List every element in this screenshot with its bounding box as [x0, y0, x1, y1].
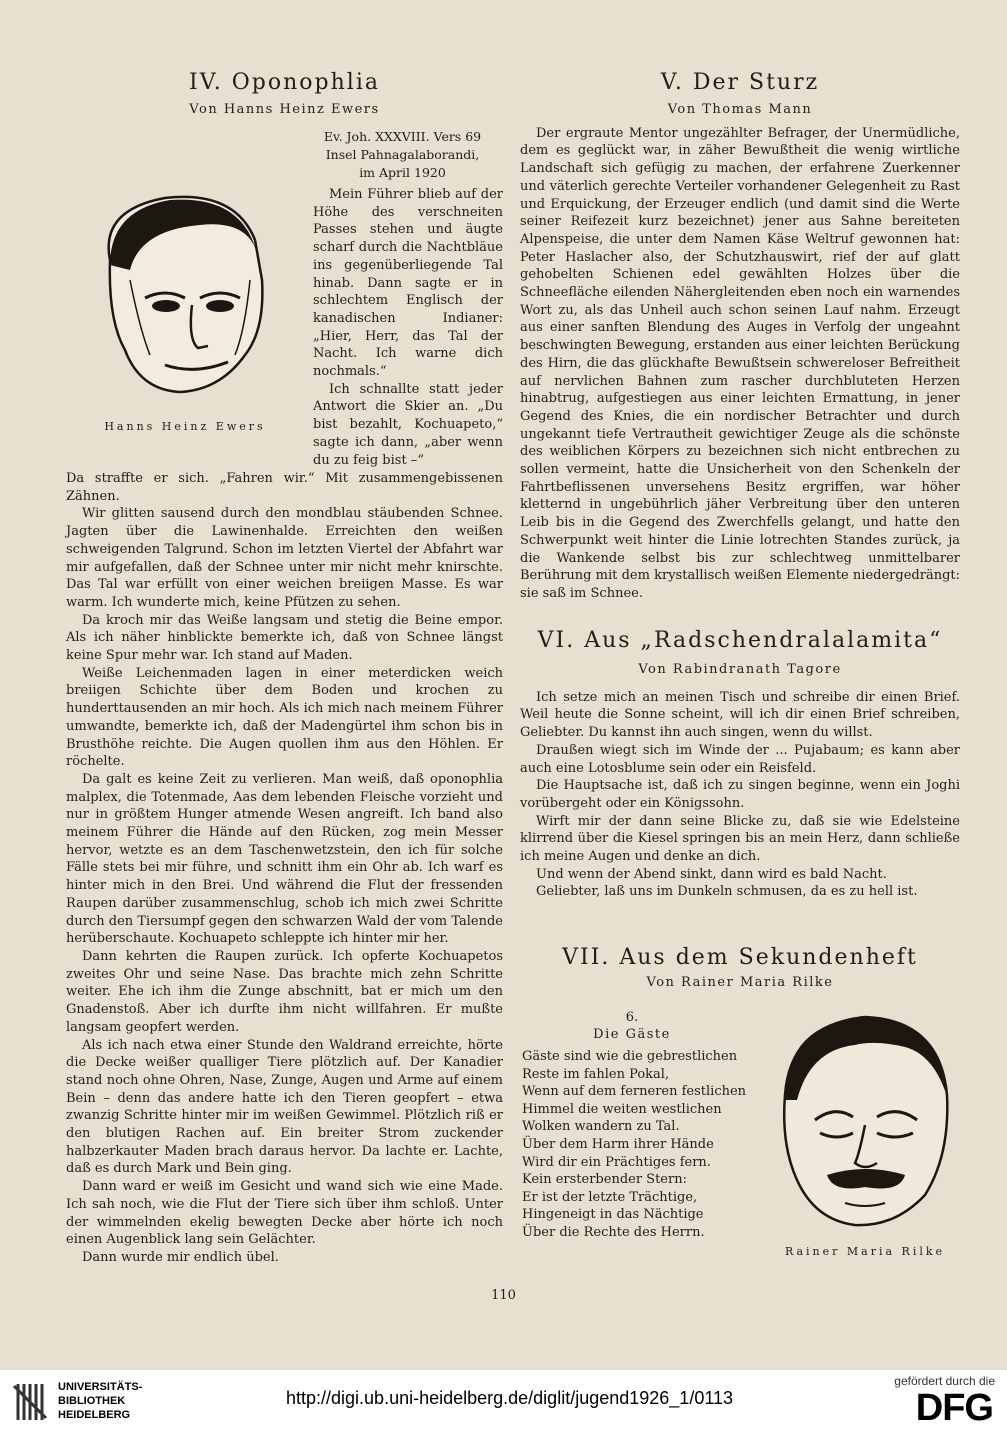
poem-line: Kein ersterbender Stern: — [522, 1172, 687, 1188]
section-vi-title: VI. Aus „Radschendralalamita“ — [537, 628, 943, 653]
section-iv-narrow-text — [313, 186, 503, 469]
section-vii-title: VII. Aus dem Sekundenheft — [562, 945, 918, 970]
epigraph-line: Insel Pahnagalaborandi, — [325, 147, 480, 162]
page-number: 110 — [491, 1288, 516, 1303]
paragraph: Draußen wiegt sich im Winde der ... Pujabaum; es kann aber auch eine Lotosblume sein oder ein Reisfeld. — [520, 742, 960, 776]
paragraph: Dann wurde mir endlich übel. — [82, 1249, 279, 1265]
paragraph: Die Hauptsache ist, daß ich zu singen beginne, wenn ein Joghi vorübergeht oder ein Königssohn. — [520, 778, 960, 811]
poem-line: Er ist der letzte Trächtige, — [522, 1189, 698, 1205]
source-url-link[interactable]: http://digi.ub.uni-heidelberg.de/diglit/jugend1926_1/0113 — [286, 1388, 734, 1408]
section-iv — [66, 70, 503, 119]
epigraph-line: im April 1920 — [359, 165, 446, 180]
library-name — [58, 1380, 142, 1422]
library-line: HEIDELBERG — [58, 1409, 131, 1421]
poem-line: Wenn auf dem ferneren festlichen — [522, 1084, 747, 1100]
rilke-portrait — [755, 1005, 970, 1235]
poem-line: Gäste sind wie die gebrestlichen — [522, 1049, 738, 1064]
paragraph: Wirft mir der dann seine Blicke zu, daß sie wie Edelsteine klirrend über die Kiesel springen bis an mein Herz, dann schließe ich meine Augen und denke an dich. — [520, 813, 960, 865]
paragraph: Dann kehrten die Raupen zurück. Ich opferte Kochuapetos zweites Ohr und seine Nase. Das brachte mich zehn Schritte weiter. Ehe ich ihm die Zunge abschnitt, bat er mich um den Gnadenstoß. Aber ich durfte ihm nicht willfahren. Er mußte langsam geopfert werden. — [66, 948, 503, 1035]
rilke-poem — [522, 1010, 752, 1242]
section-v-author: Von Thomas Mann — [667, 102, 813, 117]
paragraph: Mein Führer blieb auf der Höhe des verschneiten Passes stehen und äugte scharf durch die Nachtbläue ins gegenüberliegende Tal hinab. Dann sagte er in schlechtem Englisch der kanadischen Indianer: „Hier, Herr, das Tal der Nacht. Ich warne dich nochmals.“ — [313, 187, 503, 380]
section-v — [520, 70, 960, 603]
section-iv-title: IV. Oponophlia — [189, 70, 380, 95]
section-iv-epigraph — [300, 128, 505, 182]
footer-bar — [0, 1370, 1007, 1433]
section-vii-author: Von Rainer Maria Rilke — [646, 975, 834, 990]
paragraph: Da kroch mir das Weiße langsam und stetig die Beine empor. Als ich näher hinblickte bemerkte ich, daß von Schnee längst keine Spur mehr war. Ich stand auf Maden. — [66, 612, 503, 664]
section-vi-author: Von Rabindranath Tagore — [638, 662, 842, 677]
epigraph-line: Ev. Joh. XXXVIII. Vers 69 — [323, 129, 482, 144]
paragraph: Da galt es keine Zeit zu verlieren. Man weiß, daß oponophlia malplex, die Totenmade, Aas dem lebenden Fleische vorzieht und nur in größtem Hunger atmende Wesen angreift. Ich band also meinem Führer die Hände auf den Rücken, zog mein Messer hervor, wetzte es an dem Taschenwetzstein, den ich für solche Fälle stets bei mir führe, und schnitt ihm ein Ohr ab. Ich warf es hinter mich in den Brei. Und während die Flut der fressenden Raupen darüber zusammenschlug, schob ich mich zwei Schritte durch den Tiersumpf gegen den schwarzen Wald der vom Talende herüberschaute. Kochuapeto schleppte ich hinter mir her. — [66, 771, 503, 947]
library-line: BIBLIOTHEK — [58, 1395, 126, 1407]
section-vii — [520, 945, 960, 992]
section-iv-wide-text — [66, 470, 503, 1267]
library-line: UNIVERSITÄTS- — [58, 1381, 143, 1393]
poem-line: Hingeneigt in das Nächtige — [522, 1207, 704, 1223]
poem-title: Die Gäste — [593, 1027, 671, 1042]
section-v-title: V. Der Sturz — [660, 70, 820, 95]
paragraph: Ich setze mich an meinen Tisch und schreibe dir einen Brief. Weil heute die Sonne scheint, will ich dir einen Brief schreiben, Geliebter. Du kannst ihn auch singen, wenn du willst. — [520, 689, 960, 741]
poem-line: Über dem Harm ihrer Hände — [522, 1136, 714, 1152]
dfg-logo: DFG — [915, 1387, 993, 1429]
section-iv-author: Von Hanns Heinz Ewers — [189, 102, 380, 117]
funded-by-label: gefördert durch die — [894, 1374, 995, 1388]
poem-number: 6. — [625, 1010, 639, 1025]
paragraph: Ich schnallte statt jeder Antwort die Skier an. „Du bist bezahlt, Kochuapeto,“ sagte ich dann, „aber wenn du zu feig bist –“ — [313, 381, 503, 468]
poem-line: Himmel die weiten westlichen — [522, 1101, 722, 1117]
ewers-caption: Hanns Heinz Ewers — [104, 420, 266, 433]
poem-line: Über die Rechte des Herrn. — [522, 1224, 705, 1240]
paragraph: Geliebter, laß uns im Dunkeln schmusen, da es zu hell ist. — [536, 884, 918, 900]
paragraph: Und wenn der Abend sinkt, dann wird es bald Nacht. — [536, 866, 887, 882]
poem-line: Reste im fahlen Pokal, — [522, 1066, 670, 1082]
paragraph: Der ergraute Mentor ungezählter Befrager, der Unermüdliche, dem es geglückt war, in zäher Bewußtheit die wenig wirtliche Landschaft sich gefügig zu machen, der erfahrene Zuerkenner und väterlich gerechte Verteiler vorhandener Gelegenheit zu Rast und Erquickung, der Erzeuger endlich (und damit sind die Werte seiner Reifezeit kurz bezeichnet) jener aus Sahne bereiteten Alpenspeise, die unter dem Namen Käse Weltruf gewonnen hat: Peter Haslacher also, der Schutzhauswirt, rief der auf glatt gehobelten Schienen edel gewählten Holzes über die Schneefläche eilenden Nähergleitenden eben noch ein warnendes Wort zu, als das Unheil auch schon seinen Lauf nahm. Erzeugt aus einer sanften Blendung des Auges in Verfolg der ungeahnt beschwingten Bewegung, erstanden aus einer leichten Berückung des Hirn, die das glückhafte Bewußtsein schwereloser Befreitheit auf nervlichen Bahnen zum rascher durchbluteten Herzen hinabtrug, aufgestiegen aus einer leichten Ermattung, in jener Gegend des Knies, die ein nordischer Betrachter und durch ungekannt tiefe Vertrautheit gewichtiger Zeuge als die schönste des weiblichen Körpers zu bezeichnen sich nicht entbrechen zu sollen vermeint, hatte die Unsicherheit von den Schenkeln der Fahrtbeflissenen unversehens Besitz ergriffen, war höher kletternd in ungebührlich jäher Verbreitung über den unteren Leib bis in die Gegend des Zwerchfells gelangt, und hatte den Schwerpunkt weit hinter die Linie lotrechten Standes zurück, ja die Wankende selbst bis zur schlechtweg unmittelbarer Berührung mit dem krystallisch weißen Elemente niedergedrängt: sie saß im Schnee. — [520, 125, 960, 601]
rilke-caption: Rainer Maria Rilke — [784, 1245, 946, 1258]
poem-line: Wolken wandern zu Tal. — [522, 1119, 680, 1135]
ewers-portrait — [70, 180, 290, 405]
paragraph: Wir glitten sausend durch den mondblau stäubenden Schnee. Jagten über die Lawinenhalde. Erreichten den weißen schweigenden Talgrund. Schon im letzten Viertel der Abfahrt war mir aufgefallen, daß der Schnee unter mir nicht mehr knirschte. Das Tal war erfüllt von einer weichen breiigen Masse. Es war warm. Ich wunderte mich, keine Pfützen zu sehen. — [66, 506, 503, 610]
paragraph: Da straffte er sich. „Fahren wir.“ Mit zusammengebissenen Zähnen. — [66, 471, 503, 504]
paragraph: Weiße Leichenmaden lagen in einer meterdicken weich breiigen Schichte über dem Boden und krochen zu hunderttausenden an mir hoch. Als ich mich nach meinem Führer umwandte, bemerkte ich, daß der Madengürtel ihm schon bis in Brusthöhe reichte. Die Augen quollen ihm aus den Höhlen. Er röchelte. — [66, 665, 503, 770]
section-vi — [520, 628, 960, 901]
university-seal-icon — [10, 1380, 50, 1424]
paragraph: Dann ward er weiß im Gesicht und wand sich wie eine Made. Ich sah noch, wie die Flut der Tiere sich über ihm schloß. Unter der wimmelnden ekelig bewegten Decke aber hörte ich noch einen Augenblick lang sein Gelächter. — [66, 1179, 503, 1248]
poem-line: Wird dir ein Prächtiges fern. — [522, 1154, 711, 1170]
paragraph: Als ich nach etwa einer Stunde den Waldrand erreichte, hörte die Decke weißer qualliger Tiere plötzlich auf. Der Kanadier stand noch ohne Ohren, Nase, Zunge, Augen und Arme auf einem Bein – denn das andere hatte ich den Tieren geopfert – etwa zwanzig Schritte hinter mir im weißen Gewimmel. Plötzlich riß er den blutigen Rachen auf. Ein breiter Strom zuckender halbzerkauter Maden brach daraus hervor. Da lachte er. Lachte, daß es durch Mark und Bein ging. — [66, 1037, 503, 1177]
